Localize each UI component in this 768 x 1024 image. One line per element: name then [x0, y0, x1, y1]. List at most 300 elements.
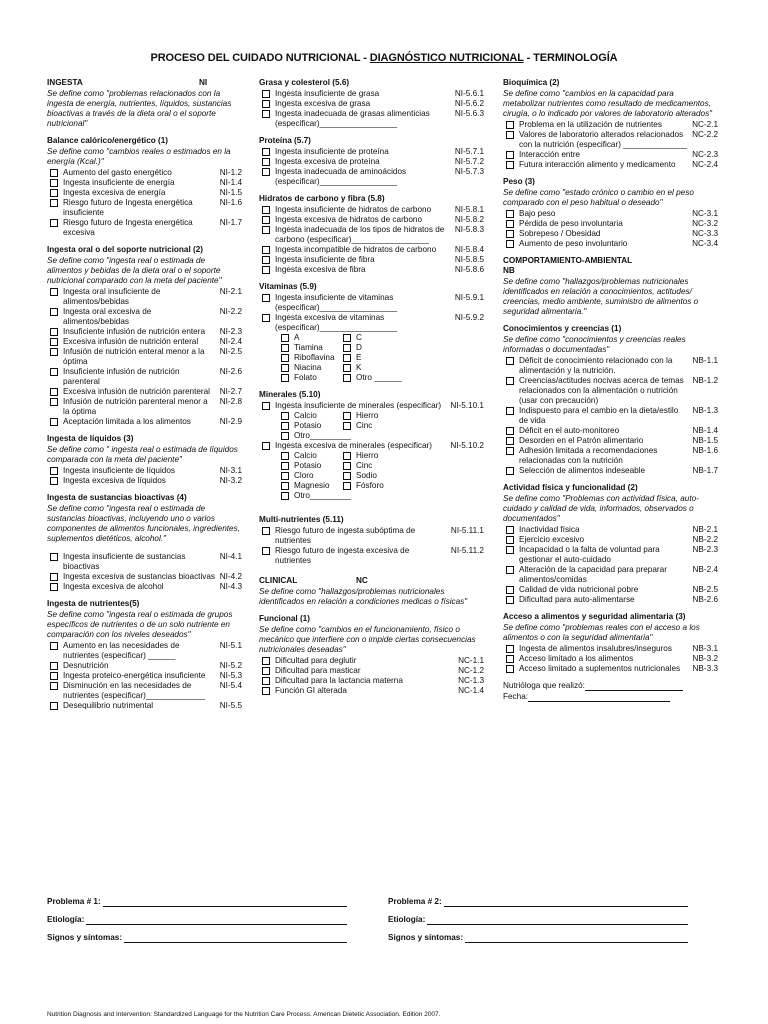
checkbox[interactable] — [343, 412, 351, 420]
checkbox-item[interactable] — [259, 526, 484, 546]
nutriologa-label: Nutrióloga que realizó: — [503, 681, 585, 690]
item-label: Riesgo futuro de ingesta subóptima de nutrientes — [275, 526, 416, 545]
checkbox-item[interactable] — [503, 654, 718, 664]
oral-definition: Se define como "ingesta real o estimada de alimentos y bebidas de la dieta oral o el soporte nutricional comparado con la meta del paciente" — [47, 256, 222, 285]
checkbox-item[interactable] — [259, 686, 484, 696]
section-clinical — [259, 576, 484, 607]
item-code: NI-1.5 — [219, 188, 242, 197]
checkbox[interactable] — [262, 402, 270, 410]
checkbox[interactable] — [50, 467, 58, 475]
checkbox[interactable] — [262, 657, 270, 665]
checkbox[interactable] — [50, 368, 58, 376]
item-label: Ingesta excesiva de grasa — [275, 99, 371, 108]
sub-option[interactable] — [343, 471, 413, 481]
checkbox[interactable] — [506, 645, 514, 653]
checkbox-item[interactable] — [47, 466, 242, 476]
checkbox[interactable] — [50, 189, 58, 197]
item-code: NI-2.7 — [219, 387, 242, 396]
checkbox-item[interactable] — [503, 150, 718, 160]
item-label: Ingesta insuficiente de proteína — [275, 147, 389, 156]
checkbox[interactable] — [50, 642, 58, 650]
item-label: Insuficiente infusión de nutrición entera — [63, 327, 206, 336]
checkbox-item[interactable] — [47, 671, 242, 681]
checkbox-item[interactable] — [503, 535, 718, 545]
checkbox-item[interactable] — [259, 205, 484, 215]
item-code: NI-5.8.5 — [454, 255, 484, 264]
checkbox-item[interactable] — [503, 239, 718, 249]
item-label: Indispuesto para el cambio en la dieta/estilo de vida — [519, 406, 679, 425]
sub-option[interactable] — [343, 353, 413, 363]
item-code: NI-1.2 — [219, 168, 242, 177]
checkbox[interactable] — [506, 230, 514, 238]
checkbox-item[interactable] — [503, 664, 718, 674]
checkbox-item[interactable] — [47, 387, 242, 397]
checkbox[interactable] — [50, 348, 58, 356]
checkbox[interactable] — [50, 328, 58, 336]
sub-option[interactable] — [281, 481, 343, 491]
sub-option[interactable] — [281, 353, 343, 363]
checkbox[interactable] — [50, 388, 58, 396]
item-label: Desequilibrio nutrimental — [63, 701, 154, 710]
item-label: Ingesta excesiva de alcohol — [63, 582, 164, 591]
checkbox[interactable] — [262, 442, 270, 450]
sub-option[interactable] — [343, 481, 413, 491]
checkbox-item[interactable] — [503, 525, 718, 535]
etiologia-1-field[interactable] — [86, 915, 347, 925]
peso-title: Peso (3) — [503, 177, 535, 186]
checkbox[interactable] — [343, 344, 351, 352]
checkbox[interactable] — [50, 672, 58, 680]
checkbox[interactable] — [506, 467, 514, 475]
checkbox-item[interactable] — [503, 426, 718, 436]
checkbox[interactable] — [262, 148, 270, 156]
item-code: NB-2.5 — [692, 585, 718, 594]
checkbox-item[interactable] — [503, 644, 718, 654]
checkbox[interactable] — [262, 226, 270, 234]
checkbox-item[interactable] — [259, 265, 484, 275]
item-label: Infusión de nutrición parenteral menor a la óptima — [63, 397, 208, 416]
checkbox[interactable] — [343, 422, 351, 430]
sub-option-label: Cinc — [356, 461, 373, 470]
checkbox[interactable] — [506, 665, 514, 673]
checkbox[interactable] — [343, 452, 351, 460]
checkbox[interactable] — [506, 131, 514, 139]
funcional-title: Funcional (1) — [259, 614, 310, 623]
checkbox-item[interactable] — [47, 307, 242, 327]
section-comportamiento — [503, 256, 718, 317]
checkbox[interactable] — [343, 374, 351, 382]
sub-option-label: Hierro — [356, 451, 379, 460]
item-label: Ingesta excesiva de hidratos de carbono — [275, 215, 423, 224]
checkbox[interactable] — [50, 308, 58, 316]
checkbox[interactable] — [50, 169, 58, 177]
item-label: Creencias/actitudes nocivas acerca de temas relacionados con la alimentación o nutrición (usar con precaución) — [519, 376, 684, 405]
checkbox-item[interactable] — [47, 397, 242, 417]
sub-option-label: Potasio — [294, 421, 322, 430]
checkbox-item[interactable] — [503, 446, 718, 466]
sub-option[interactable] — [281, 363, 343, 373]
checkbox[interactable] — [343, 334, 351, 342]
source-citation: Nutrition Diagnosis and Intervention: Standardized Language for the Nutrition Care Process. American Dietetic Association. Edition 2007. — [47, 1011, 441, 1018]
item-label: Ingesta insuficiente de hidratos de carbono — [275, 205, 432, 214]
checkbox[interactable] — [50, 398, 58, 406]
checkbox[interactable] — [506, 427, 514, 435]
checkbox[interactable] — [506, 546, 514, 554]
item-label: Ingesta insuficiente de vitaminas (especificar)_________________ — [275, 293, 397, 312]
item-code: NB-1.7 — [692, 466, 718, 475]
checkbox[interactable] — [281, 422, 289, 430]
sub-option[interactable] — [281, 461, 343, 471]
checkbox-item[interactable] — [503, 585, 718, 595]
item-code: NC-3.4 — [692, 239, 718, 248]
fecha-field[interactable] — [528, 692, 670, 702]
problema-2-field[interactable] — [444, 897, 688, 907]
checkbox[interactable] — [506, 586, 514, 594]
item-label: Ingesta excesiva de minerales (especificar) — [275, 441, 432, 450]
checkbox-item[interactable] — [503, 130, 718, 150]
nutrientes-title: Ingesta de nutrientes(5) — [47, 599, 140, 608]
checkbox[interactable] — [281, 462, 289, 470]
checkbox[interactable] — [262, 158, 270, 166]
checkbox-item[interactable] — [503, 406, 718, 426]
checkbox[interactable] — [506, 151, 514, 159]
checkbox-item[interactable] — [259, 293, 484, 313]
comportamiento-code: NB — [503, 266, 515, 275]
checkbox[interactable] — [506, 220, 514, 228]
item-label: Desnutrición — [63, 661, 109, 670]
checkbox[interactable] — [50, 682, 58, 690]
checkbox[interactable] — [262, 547, 270, 555]
column-ingesta — [47, 78, 242, 718]
item-code: NI-4.3 — [219, 582, 242, 591]
checkbox[interactable] — [506, 447, 514, 455]
bioactivas-definition: Se define como "ingesta real o estimada de sustancias bioactivas, incluyendo uno o varios componentes de alimentos funcionales, ingredientes, suplementos dietéticos, alcohol." — [47, 504, 240, 543]
section-minerales — [259, 390, 484, 501]
sub-option[interactable] — [281, 343, 343, 353]
checkbox[interactable] — [50, 199, 58, 207]
item-label: Ejercicio excesivo — [519, 535, 585, 544]
checkbox-item[interactable] — [47, 681, 242, 701]
checkbox[interactable] — [50, 288, 58, 296]
checkbox-item[interactable] — [503, 545, 718, 565]
checkbox[interactable] — [281, 452, 289, 460]
etiologia-1-label: Etiología: — [47, 915, 85, 924]
checkbox[interactable] — [262, 266, 270, 274]
item-code: NB-3.3 — [692, 664, 718, 673]
section-proteina — [259, 136, 484, 187]
checkbox[interactable] — [281, 412, 289, 420]
checkbox-item[interactable] — [259, 167, 484, 187]
checkbox-item[interactable] — [259, 401, 484, 411]
checkbox-item[interactable] — [259, 109, 484, 129]
clinical-title: CLINICAL — [259, 576, 298, 585]
checkbox[interactable] — [50, 702, 58, 710]
checkbox[interactable] — [281, 492, 289, 500]
item-code: NI-5.4 — [219, 681, 242, 690]
checkbox[interactable] — [50, 477, 58, 485]
item-label: Ingesta excesiva de sustancias bioactivas — [63, 572, 216, 581]
checkbox-item[interactable] — [47, 287, 242, 307]
checkbox[interactable] — [50, 219, 58, 227]
checkbox[interactable] — [281, 374, 289, 382]
sub-option[interactable] — [343, 363, 413, 373]
checkbox[interactable] — [506, 526, 514, 534]
checkbox-item[interactable] — [47, 552, 242, 572]
checkbox-item[interactable] — [259, 666, 484, 676]
checkbox[interactable] — [262, 100, 270, 108]
sub-option[interactable] — [281, 333, 343, 343]
checkbox-item[interactable] — [259, 157, 484, 167]
item-code: NI-5.3 — [219, 671, 242, 680]
checkbox-item[interactable] — [503, 209, 718, 219]
sub-option-label: Tiamina — [294, 343, 323, 352]
sub-option-label: Otro ______ — [356, 373, 402, 382]
item-code: NI-2.3 — [219, 327, 242, 336]
checkbox[interactable] — [506, 566, 514, 574]
sub-option[interactable] — [281, 411, 343, 421]
checkbox[interactable] — [281, 432, 289, 440]
item-label: Ingesta insuficiente de fibra — [275, 255, 375, 264]
checkbox[interactable] — [506, 161, 514, 169]
sub-option[interactable] — [281, 491, 351, 501]
checkbox-item[interactable] — [47, 661, 242, 671]
checkbox-item[interactable] — [47, 337, 242, 347]
bioquimica-title: Bioquímica (2) — [503, 78, 560, 87]
sub-option[interactable] — [343, 451, 413, 461]
sub-option-label: Fósforo — [356, 481, 384, 490]
checkbox-item[interactable] — [503, 229, 718, 239]
etiologia-2-field[interactable] — [427, 915, 688, 925]
checkbox[interactable] — [50, 573, 58, 581]
checkbox[interactable] — [50, 179, 58, 187]
checkbox[interactable] — [281, 472, 289, 480]
item-code: NI-5.7.3 — [454, 167, 484, 176]
checkbox[interactable] — [262, 256, 270, 264]
checkbox[interactable] — [50, 583, 58, 591]
checkbox[interactable] — [343, 482, 351, 490]
checkbox[interactable] — [50, 553, 58, 561]
checkbox[interactable] — [281, 334, 289, 342]
sub-option[interactable] — [281, 373, 343, 383]
item-code: NB-1.5 — [692, 436, 718, 445]
checkbox-item[interactable] — [503, 120, 718, 130]
checkbox-item[interactable] — [503, 356, 718, 376]
item-code: NI-1.6 — [219, 198, 242, 207]
section-peso — [503, 177, 718, 249]
actividad-title: Actividad física y funcionalidad (2) — [503, 483, 638, 492]
item-label: Problema en la utilización de nutrientes — [519, 120, 662, 129]
checkbox-item[interactable] — [259, 255, 484, 265]
checkbox[interactable] — [506, 437, 514, 445]
item-code: NB-1.4 — [692, 426, 718, 435]
checkbox[interactable] — [506, 210, 514, 218]
checkbox[interactable] — [262, 314, 270, 322]
item-code: NI-2.2 — [219, 307, 242, 316]
checkbox-item[interactable] — [47, 178, 242, 188]
checkbox[interactable] — [343, 364, 351, 372]
item-label: Acceso limitado a suplementos nutricionales — [519, 664, 681, 673]
checkbox-item[interactable] — [47, 367, 242, 387]
item-label: Calidad de vida nutricional pobre — [519, 585, 639, 594]
grasa-title: Grasa y colesterol (5.6) — [259, 78, 350, 87]
checkbox-item[interactable] — [47, 572, 242, 582]
item-code: NC-2.3 — [692, 150, 718, 159]
item-code: NI-5.11.1 — [450, 526, 484, 535]
sub-option[interactable] — [281, 451, 343, 461]
checkbox-item[interactable] — [503, 466, 718, 476]
item-label: Excesiva infusión de nutrición parenteral — [63, 387, 211, 396]
checkbox[interactable] — [343, 354, 351, 362]
sub-option-label: Cloro — [294, 471, 314, 480]
checkbox[interactable] — [281, 482, 289, 490]
item-code: NI-5.9.1 — [454, 293, 484, 302]
sub-option-label: E — [356, 353, 362, 362]
checkbox[interactable] — [262, 294, 270, 302]
item-label: Ingesta insuficiente de grasa — [275, 89, 380, 98]
item-code: NI-5.10.2 — [450, 441, 484, 450]
item-label: Riesgo futuro de Ingesta energética insuficiente — [63, 198, 193, 217]
sub-option[interactable] — [343, 333, 413, 343]
section-acceso — [503, 612, 718, 674]
checkbox-item[interactable] — [47, 476, 242, 486]
checkbox-item[interactable] — [47, 641, 242, 661]
checkbox-item[interactable] — [259, 225, 484, 245]
checkbox[interactable] — [262, 246, 270, 254]
checkbox-item[interactable] — [259, 215, 484, 225]
checkbox-item[interactable] — [47, 701, 242, 711]
checkbox-item[interactable] — [259, 656, 484, 666]
problema-1-field[interactable] — [103, 897, 347, 907]
nutrientes-definition: Se define como "ingesta real o estimada de grupos específicos de nutrientes o de un solo nutriente en comparación con los niveles deseados" — [47, 610, 233, 639]
checkbox[interactable] — [506, 407, 514, 415]
checkbox[interactable] — [262, 206, 270, 214]
sub-option[interactable] — [343, 343, 413, 353]
checkbox-item[interactable] — [47, 582, 242, 592]
checkbox[interactable] — [262, 216, 270, 224]
checkbox[interactable] — [262, 687, 270, 695]
item-label: Ingesta inadecuada de grasas alimenticias (especificar)_________________ — [275, 109, 430, 128]
item-code: NI-3.1 — [219, 466, 242, 475]
item-code: NI-5.8.1 — [454, 205, 484, 214]
item-code: NB-2.1 — [692, 525, 718, 534]
sub-option-label: Calcio — [294, 411, 317, 420]
peso-definition: Se define como "estado crónico o cambio en el peso comparado con el peso habitual o deseado" — [503, 188, 694, 207]
checkbox-item[interactable] — [259, 245, 484, 255]
sub-option-label: Potasio — [294, 461, 322, 470]
checkbox[interactable] — [262, 110, 270, 118]
checkbox-item[interactable] — [47, 198, 242, 218]
checkbox-item[interactable] — [503, 565, 718, 585]
checkbox-item[interactable] — [503, 595, 718, 605]
item-label: Déficit en el auto-monitoreo — [519, 426, 620, 435]
checkbox-item[interactable] — [259, 676, 484, 686]
sub-option[interactable] — [343, 421, 413, 431]
checkbox-item[interactable] — [47, 218, 242, 238]
checkbox-item[interactable] — [47, 168, 242, 178]
checkbox[interactable] — [506, 536, 514, 544]
sub-option-label: Otro_________ — [294, 491, 351, 500]
checkbox-item[interactable] — [259, 147, 484, 157]
item-code: NC-1.2 — [458, 666, 484, 675]
checkbox-item[interactable] — [47, 327, 242, 337]
checkbox[interactable] — [262, 90, 270, 98]
checkbox-item[interactable] — [259, 89, 484, 99]
sub-option[interactable] — [343, 411, 413, 421]
checkbox-item[interactable] — [47, 188, 242, 198]
signos-1-label: Signos y síntomas: — [47, 933, 123, 942]
item-label: Valores de laboratorio alterados relacionados con la nutrición (especificar) ______________ — [519, 130, 687, 149]
item-label: Desorden en el Patrón alimentario — [519, 436, 644, 445]
checkbox[interactable] — [281, 344, 289, 352]
sub-option[interactable] — [281, 431, 351, 441]
signos-2-field[interactable] — [465, 933, 688, 943]
item-label: Selección de alimentos indeseable — [519, 466, 646, 475]
sub-option[interactable] — [281, 471, 343, 481]
checkbox[interactable] — [343, 462, 351, 470]
item-code: NC-1.3 — [458, 676, 484, 685]
checkbox-item[interactable] — [259, 441, 484, 451]
checkbox-item[interactable] — [503, 219, 718, 229]
checkbox[interactable] — [262, 667, 270, 675]
item-label: Ingesta inadecuada de los tipos de hidratos de carbono (especificar)_________________ — [275, 225, 445, 244]
sub-option-label: Riboflavina — [294, 353, 335, 362]
item-label: Aumento de peso involuntario — [519, 239, 628, 248]
checkbox-item[interactable] — [259, 99, 484, 109]
checkbox[interactable] — [50, 662, 58, 670]
checkbox-item[interactable] — [503, 376, 718, 406]
sub-option[interactable] — [343, 461, 413, 471]
item-code: NI-2.6 — [219, 367, 242, 376]
item-label: Ingesta incompatible de hidratos de carbono — [275, 245, 437, 254]
item-code: NI-5.7.1 — [454, 147, 484, 156]
item-label: Dificultad para la lactancia materna — [275, 676, 403, 685]
checkbox[interactable] — [506, 377, 514, 385]
checkbox-item[interactable] — [503, 436, 718, 446]
checkbox[interactable] — [506, 596, 514, 604]
checkbox-item[interactable] — [47, 417, 242, 427]
item-label: Déficit de conocimiento relacionado con la alimentación y la nutrición. — [519, 356, 673, 375]
sub-option[interactable] — [281, 421, 343, 431]
checkbox-item[interactable] — [259, 546, 484, 566]
checkbox[interactable] — [506, 240, 514, 248]
checkbox[interactable] — [262, 168, 270, 176]
checkbox[interactable] — [506, 655, 514, 663]
clinical-definition: Se define como "hallazgos/problemas nutricionales identificados en relación a condiciones medicas o físicas" — [259, 587, 468, 606]
checkbox[interactable] — [262, 527, 270, 535]
checkbox-item[interactable] — [503, 160, 718, 170]
checkbox[interactable] — [506, 121, 514, 129]
item-code: NI-2.9 — [219, 417, 242, 426]
checkbox[interactable] — [50, 418, 58, 426]
checkbox[interactable] — [50, 338, 58, 346]
item-code: NC-3.3 — [692, 229, 718, 238]
checkbox[interactable] — [281, 354, 289, 362]
checkbox[interactable] — [281, 364, 289, 372]
balance-title: Balance calórico/energético (1) — [47, 136, 169, 145]
checkbox-item[interactable] — [259, 313, 484, 333]
item-code: NI-5.8.4 — [454, 245, 484, 254]
checkbox[interactable] — [343, 472, 351, 480]
item-code: NB-1.6 — [692, 446, 718, 455]
column-nutrientes-clinical — [259, 78, 484, 703]
checkbox-item[interactable] — [47, 347, 242, 367]
sub-option[interactable] — [343, 373, 413, 383]
signos-1-field[interactable] — [124, 933, 347, 943]
fecha-label: Fecha: — [503, 692, 529, 701]
checkbox[interactable] — [506, 357, 514, 365]
nutriologa-field[interactable] — [585, 681, 683, 691]
checkbox[interactable] — [262, 677, 270, 685]
